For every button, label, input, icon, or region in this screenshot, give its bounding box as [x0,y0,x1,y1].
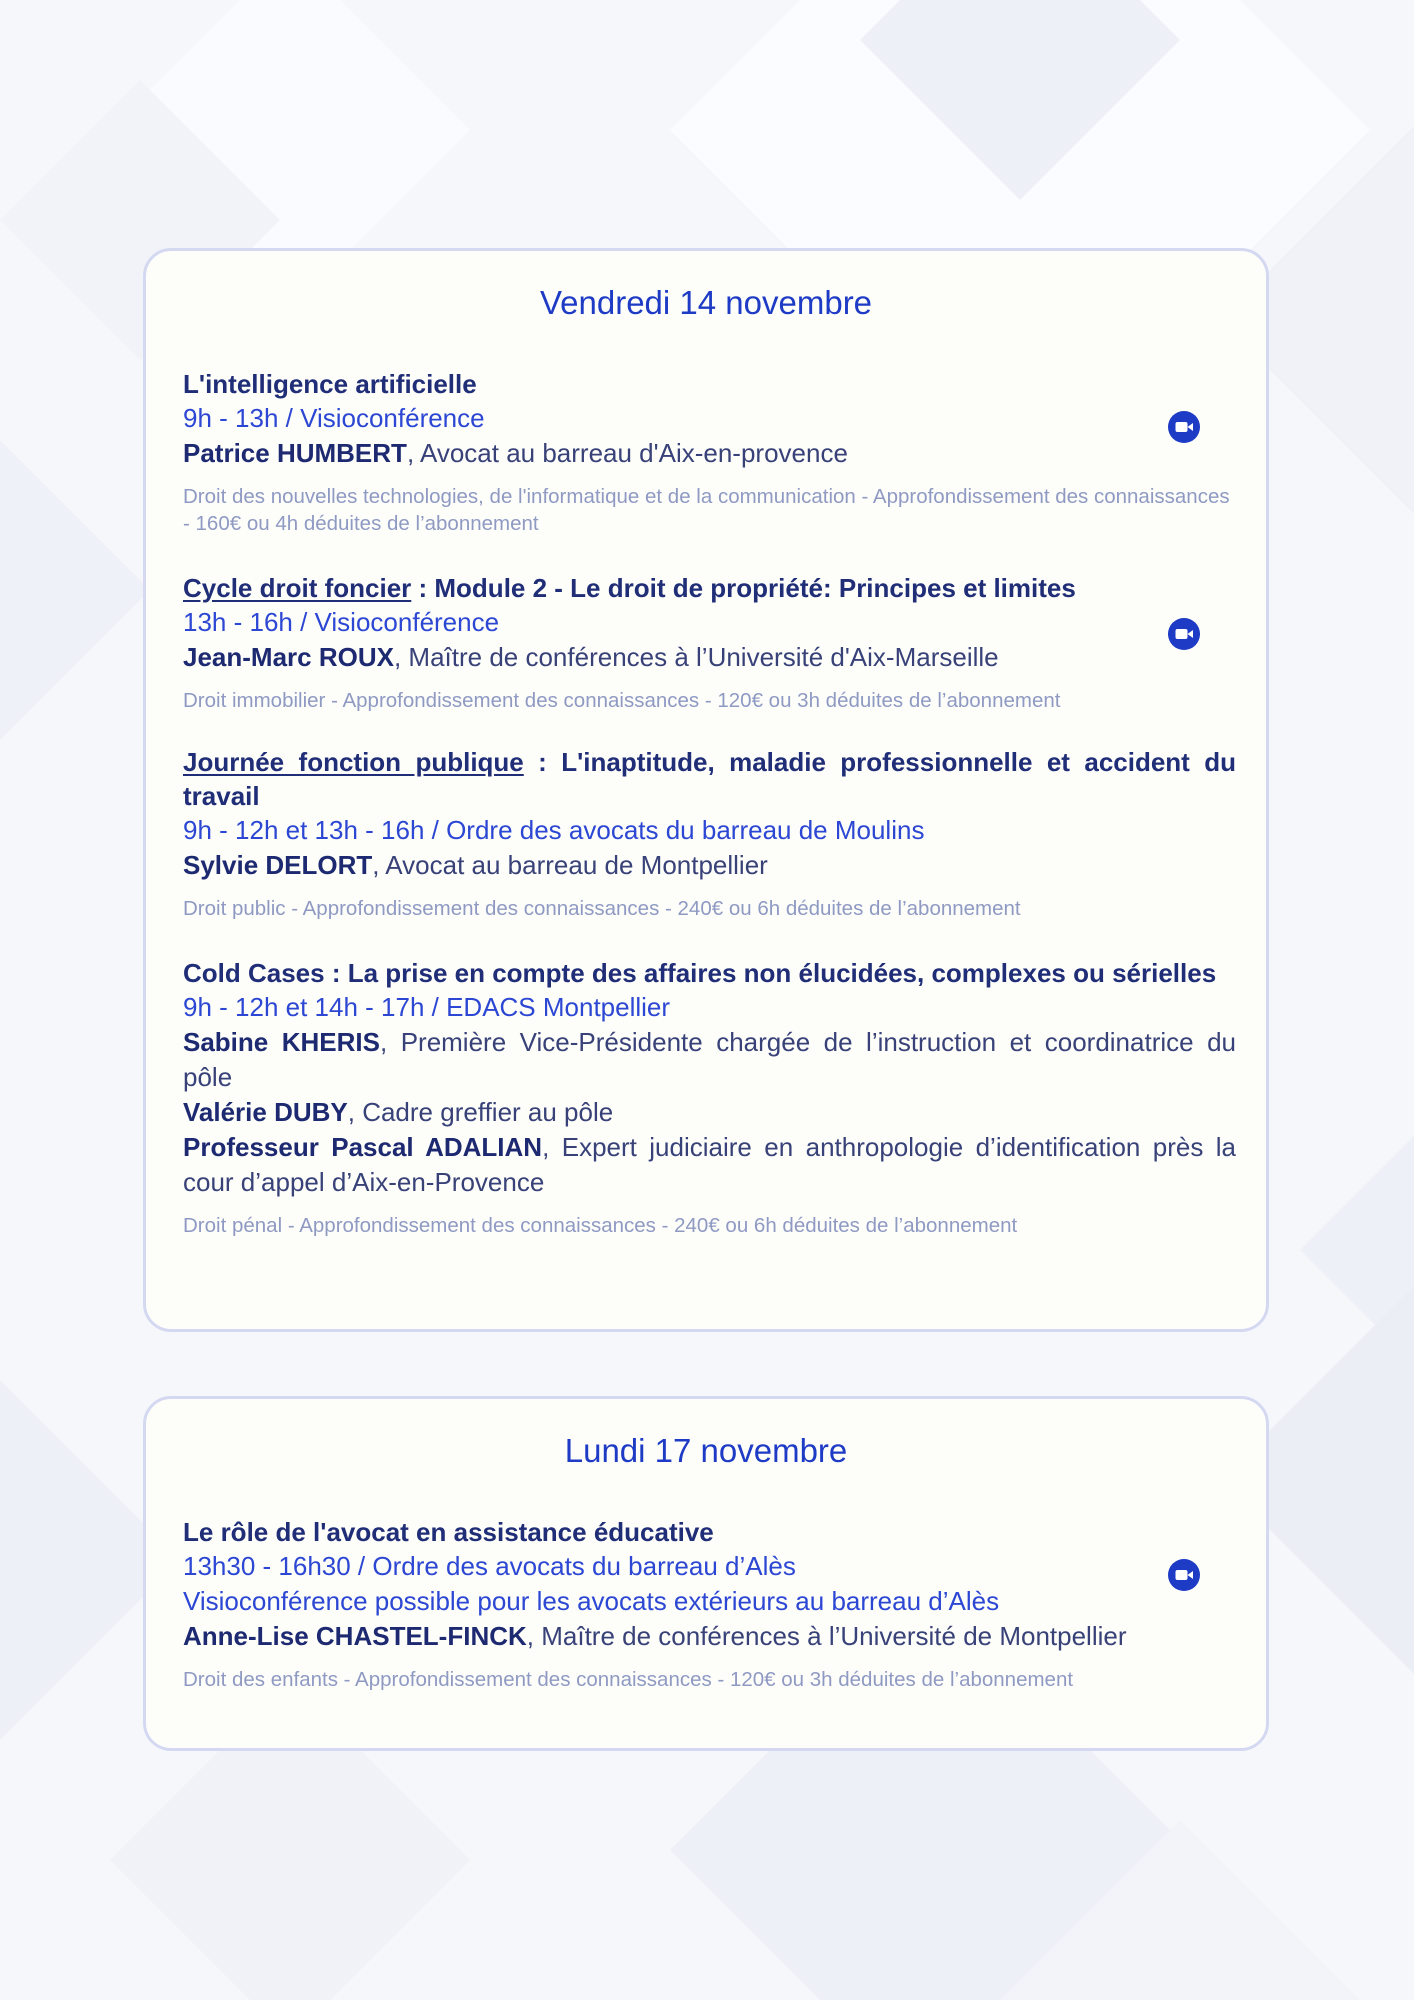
event-speaker [183,1619,1236,1654]
event-time-location: 13h - 16h / Visioconférence [183,607,500,637]
speaker-role: , Cadre greffier au pôle [347,1097,614,1127]
event-time-location: 9h - 13h / Visioconférence [183,403,485,433]
event-item [183,571,1236,714]
event-speaker [183,436,1236,471]
event-time-location: 9h - 12h et 13h - 16h / Ordre des avocats du barreau de Moulins [183,815,925,845]
speaker-role: , Maître de conférences à l’Université de Montpellier [526,1621,1127,1651]
event-title: Le rôle de l'avocat en assistance éducative [183,1517,714,1547]
event-item [183,745,1236,922]
event-remote-note: Visioconférence possible pour les avocats extérieurs au barreau d’Alès [183,1586,1000,1616]
event-title: L'intelligence artificielle [183,369,477,399]
video-camera-icon[interactable] [1168,411,1200,443]
day-card-monday [143,1396,1269,1751]
event-item [183,1515,1236,1693]
event-item [183,367,1236,537]
speaker-role: , Avocat au barreau d'Aix-en-provence [406,438,848,468]
speaker-name: Patrice HUMBERT [183,438,407,468]
event-speaker [183,1130,1236,1200]
event-speaker [183,1095,1236,1130]
event-speaker [183,640,1236,675]
speaker-role: , Avocat au barreau de Montpellier [372,850,768,880]
cycle-link[interactable]: Journée fonction publique [183,747,524,777]
event-speaker [183,1025,1236,1095]
event-info: Droit des enfants - Approfondissement des connaissances - 120€ ou 3h déduites de l’abonnement [183,1668,1074,1691]
speaker-role: , Première Vice-Présidente chargée de l’instruction et coordinatrice du pôle [183,1027,1237,1092]
event-title: Cycle droit foncier : Module 2 - Le droit de propriété: Principes et limites [183,573,1076,603]
event-info: Droit pénal - Approfondissement des connaissances - 240€ ou 6h déduites de l’abonnement [183,1214,1018,1237]
video-camera-icon[interactable] [1168,618,1200,650]
video-camera-icon[interactable] [1168,1559,1200,1591]
day-title: Vendredi 14 novembre [539,284,873,321]
event-title: Journée fonction publique : L'inaptitude, maladie professionnelle et accident du travail [183,747,1236,811]
event-time-location: 9h - 12h et 14h - 17h / EDACS Montpellier [183,992,671,1022]
event-info: Droit immobilier - Approfondissement des connaissances - 120€ ou 3h déduites de l’abonnement [183,689,1061,712]
cycle-link[interactable]: Cycle droit foncier [183,573,412,603]
speaker-name: Valérie DUBY [183,1097,348,1127]
event-info: Droit public - Approfondissement des connaissances - 240€ ou 6h déduites de l’abonnement [183,897,1021,920]
speaker-name: Sylvie DELORT [183,850,373,880]
event-speaker [183,848,1236,883]
event-item [183,956,1236,1239]
speaker-name: Jean-Marc ROUX [183,642,394,672]
speaker-name: Professeur Pascal ADALIAN [183,1132,543,1162]
event-title: Cold Cases : La prise en compte des affaires non élucidées, complexes ou sérielles [183,958,1217,988]
day-title: Lundi 17 novembre [564,1432,848,1469]
speaker-role: , Expert judiciaire en anthropologie d’identification près la cour d’appel d’Aix-en-Provence [183,1132,1236,1197]
speaker-role: , Maître de conférences à l’Université d'Aix-Marseille [393,642,999,672]
event-info: Droit des nouvelles technologies, de l'informatique et de la communication - Approfondissement des connaissances - 160€ ou 4h déduites de l’abonnement [183,485,1230,535]
event-time-location: 13h30 - 16h30 / Ordre des avocats du barreau d’Alès [183,1551,796,1581]
speaker-name: Anne-Lise CHASTEL-FINCK [183,1621,527,1651]
speaker-name: Sabine KHERIS [183,1027,380,1057]
day-card-friday [143,248,1269,1332]
